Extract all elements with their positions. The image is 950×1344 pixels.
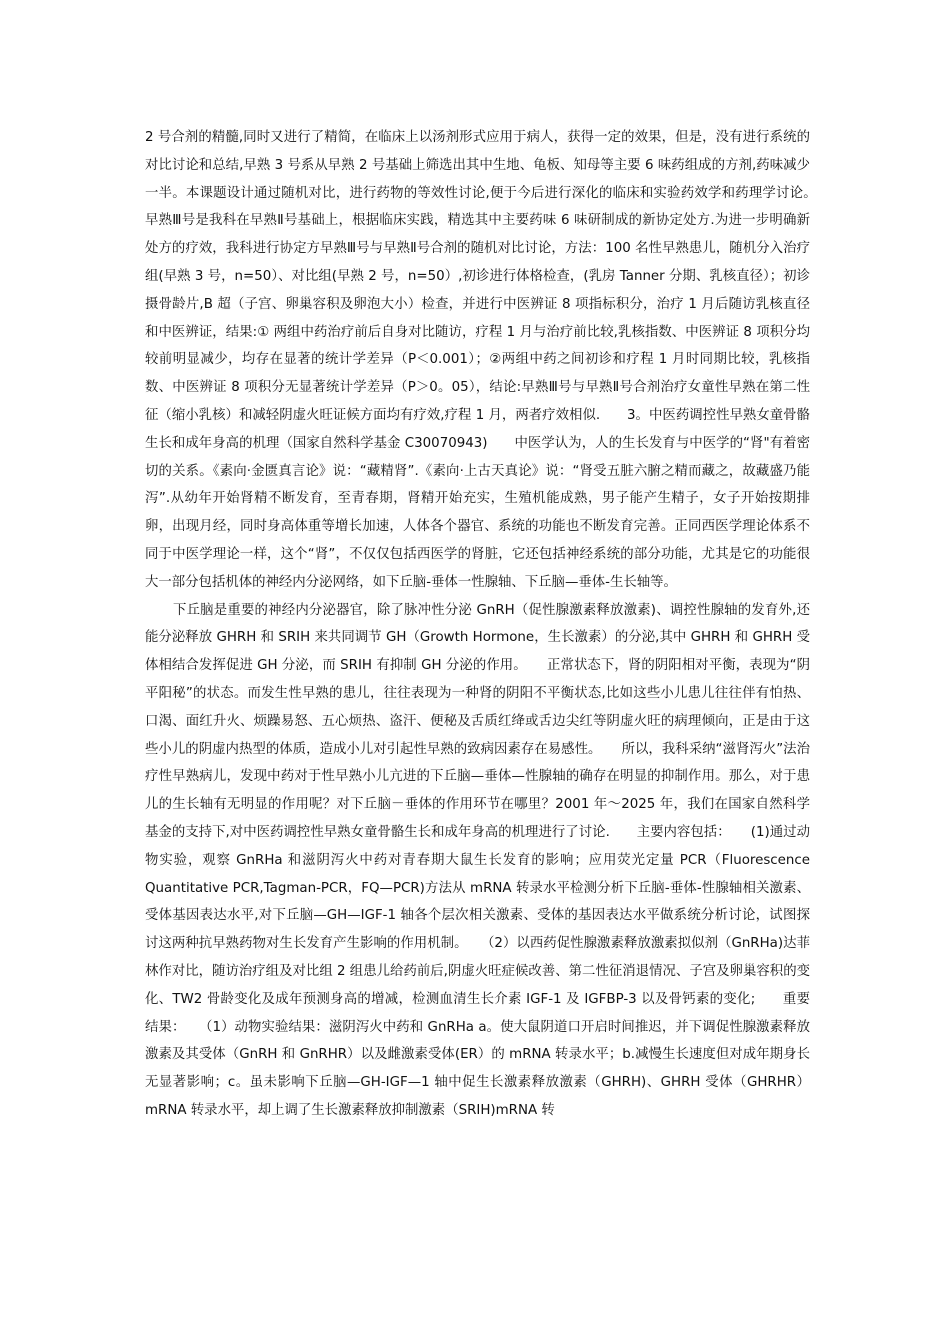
- document-page: [145, 124, 837, 1125]
- body-paragraph-2: 下丘脑是重要的神经内分泌器官，除了脉冲性分泌 GnRH（促性腺激素释放激素)、调控性腺轴的发育外,还能分泌释放 GHRH 和 SRIH 来共同调节 GH（Growth Hormone，生长激素）的分泌,其中 GHRH 和 GHRH 受体相结合发挥促进 GH 分泌，而 SRIH 有抑制 GH 分泌的作用。 正常状态下，肾的阴阳相对平衡，表现为“阴平阳秘”的状态。而发生性早熟的患儿，往往表现为一种肾的阴阳不平衡状态,比如这些小儿患儿往往伴有怕热、口渴、面红升火、烦躁易怒、五心烦热、盗汗、便秘及舌质红绛或舌边尖红等阴虚火旺的病理倾向，正是由于这些小儿的阴虚内热型的体质，造成小儿对引起性早熟的致病因素存在易感性。 所以，我科采纳“滋肾泻火”法治疗性早熟病儿，发现中药对于性早熟小儿亢进的下丘脑—垂体—性腺轴的确存在明显的抑制作用。那么，对于患儿的生长轴有无明显的作用呢？对下丘脑－垂体的作用环节在哪里？2001 年～2025 年，我们在国家自然科学基金的支持下,对中医药调控性早熟女童骨骼生长和成年身高的机理进行了讨论. 主要内容包括： (1)通过动物实验，观察 GnRHa 和滋阴泻火中药对青春期大鼠生长发育的影响；应用荧光定量 PCR（Fluorescence Quantitative PCR,Tagman-PCR，FQ—PCR)方法从 mRNA 转录水平检测分析下丘脑-垂体-性腺轴相关激素、受体基因表达水平,对下丘脑—GH—IGF-1 轴各个层次相关激素、受体的基因表达水平做系统分析讨论，试图探讨这两种抗早熟药物对生长发育产生影响的作用机制。 （2）以西药促性腺激素释放激素拟似剂（GnRHa)达菲林作对比，随访治疗组及对比组 2 组患儿给药前后,阴虚火旺症候改善、第二性征消退情况、子宫及卵巢容积的变化、TW2 骨龄变化及成年预测身高的增减，检测血清生长介素 IGF-1 及 IGFBP-3 以及骨钙素的变化; 重要结果： （1）动物实验结果：滋阴泻火中药和 GnRHa a。使大鼠阴道口开启时间推迟，并下调促性腺激素释放激素及其受体（GnRH 和 GnRHR）以及雌激素受体(ER）的 mRNA 转录水平；b.减慢生长速度但对成年期身长无显著影响；c。虽未影响下丘脑—GH-IGF—1 轴中促生长激素释放激素（GHRH)、GHRH 受体（GHRHR）mRNA 转录水平，却上调了生长激素释放抑制激素（SRIH)mRNA 转: [145, 602, 810, 1118]
- body-paragraph-1: 2 号合剂的精髓,同时又进行了精简，在临床上以汤剂形式应用于病人，获得一定的效果，但是，没有进行系统的对比讨论和总结,早熟 3 号系从早熟 2 号基础上筛选出其中生地、龟板、知母等主要 6 味药组成的方剂,药味减少一半。本课题设计通过随机对比，进行药物的等效性讨论,便于今后进行深化的临床和实验药效学和药理学讨论。 早熟Ⅲ号是我科在早熟Ⅱ号基础上，根据临床实践，精选其中主要药味 6 味研制成的新协定处方.为进一步明确新处方的疗效，我科进行协定方早熟Ⅲ号与早熟Ⅱ号合剂的随机对比讨论，方法：100 名性早熟患儿，随机分入治疗组(早熟 3 号，n=50）、对比组(早熟 2 号，n=50）,初诊进行体格检查，(乳房 Tanner 分期、乳核直径）；初诊摄骨龄片,B 超（子宫、卵巢容积及卵泡大小）检查，并进行中医辨证 8 项指标积分，治疗 1 月后随访乳核直径和中医辨证，结果:① 两组中药治疗前后自身对比随访，疗程 1 月与治疗前比较,乳核指数、中医辨证 8 项积分均较前明显减少，均存在显著的统计学差异（P＜0.001）；②两组中药之间初诊和疗程 1 月时同期比较，乳核指数、中医辨证 8 项积分无显著统计学差异（P＞0。05），结论:早熟Ⅲ号与早熟Ⅱ号合剂治疗女童性早熟在第二性征（缩小乳核）和减轻阴虚火旺证候方面均有疗效,疗程 1 月，两者疗效相似. 3。中医药调控性早熟女童骨骼生长和成年身高的机理（国家自然科学基金 C30070943) 中医学认为，人的生长发育与中医学的“肾"有着密切的关系。《素向·金匮真言论》说：“藏精肾”.《素向·上古天真论》说：“肾受五脏六腑之精而藏之，故藏盛乃能泻”.从幼年开始肾精不断发育，至青春期，肾精开始充实，生殖机能成熟，男子能产生精子，女子开始按期排卵，出现月经，同时身高体重等增长加速，人体各个器官、系统的功能也不断发育完善。正同西医学理论体系不同于中医学理论一样，这个“肾”，不仅仅包括西医学的肾脏，它还包括神经系统的部分功能，尤其是它的功能很大一部分包括机体的神经内分泌网络，如下丘脑-垂体一性腺轴、下丘脑—垂体-生长轴等。: [145, 130, 837, 590]
